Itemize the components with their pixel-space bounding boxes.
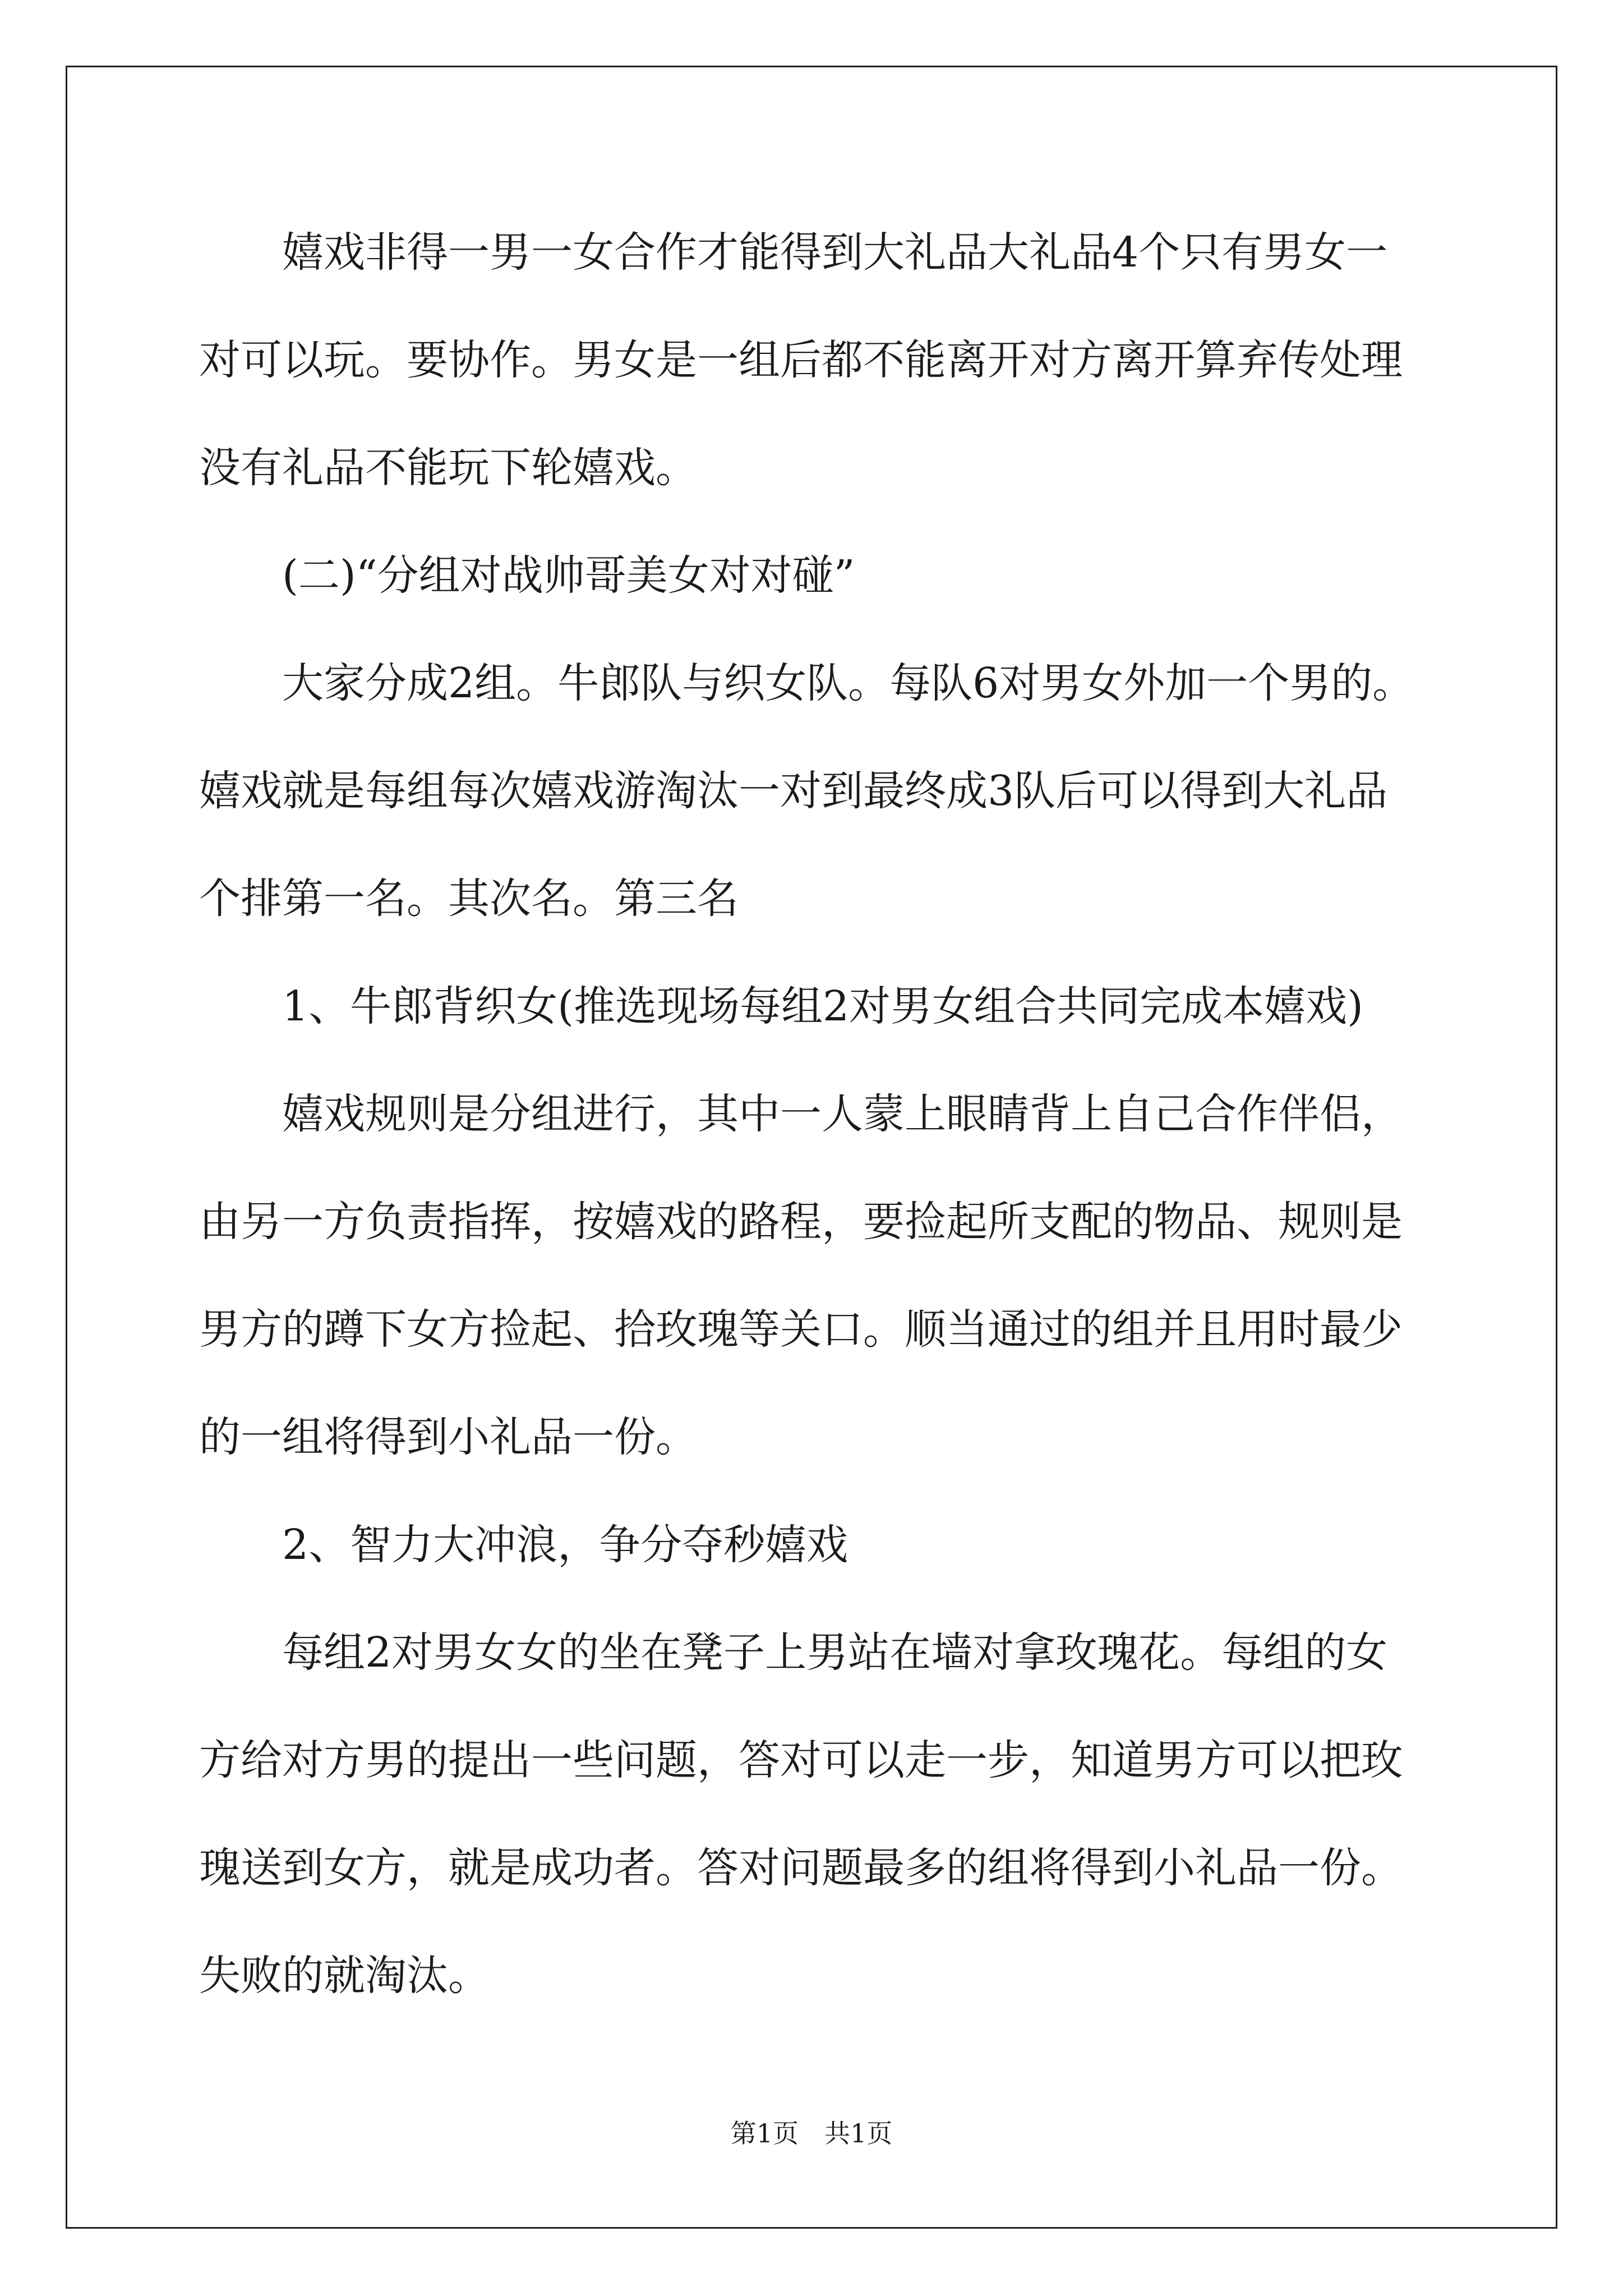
paragraph-game-1-title: 1、牛郎背织女(推选现场每组2对男女组合共同完成本嬉戏): [282, 982, 1363, 1030]
paragraph-game-2-rules: 每组2对男女女的坐在凳子上男站在墙对拿玫瑰花。每组的女方给对方男的提出一些问题，答对可以走一步，知道男方可以把玫瑰送到女方，就是成功者。答对问题最多的组将得到小礼品一份。失败的就淘汰。: [199, 1628, 1403, 2000]
paragraph-game-1-rules: 嬉戏规则是分组进行，其中一人蒙上眼睛背上自己合作伴侣，由另一方负责指挥，按嬉戏的路程，要捡起所支配的物品、规则是男方的蹲下女方捡起、拾玫瑰等关口。顺当通过的组并且用时最少的一组将得到小礼品一份。: [199, 1090, 1403, 1461]
paragraph-team-intro: 大家分成2组。牛郎队与织女队。每队6对男女外加一个男的。嬉戏就是每组每次嬉戏游淘汰一对到最终成3队后可以得到大礼品个排第一名。其次名。第三名: [199, 659, 1414, 923]
paragraph-game-2-title: 2、智力大冲浪，争分夺秒嬉戏: [282, 1521, 849, 1569]
page-footer: 第1页 共1页: [730, 2118, 893, 2148]
document-body: [199, 0, 1427, 2030]
paragraph-game-rule: 嬉戏非得一男一女合作才能得到大礼品大礼品4个只有男女一对可以玩。要协作。男女是一组后都不能离开对方离开算弃传处理没有礼品不能玩下轮嬉戏。: [199, 228, 1403, 492]
paragraph-section-title: (二)“分组对战帅哥美女对对碰”: [282, 551, 855, 600]
